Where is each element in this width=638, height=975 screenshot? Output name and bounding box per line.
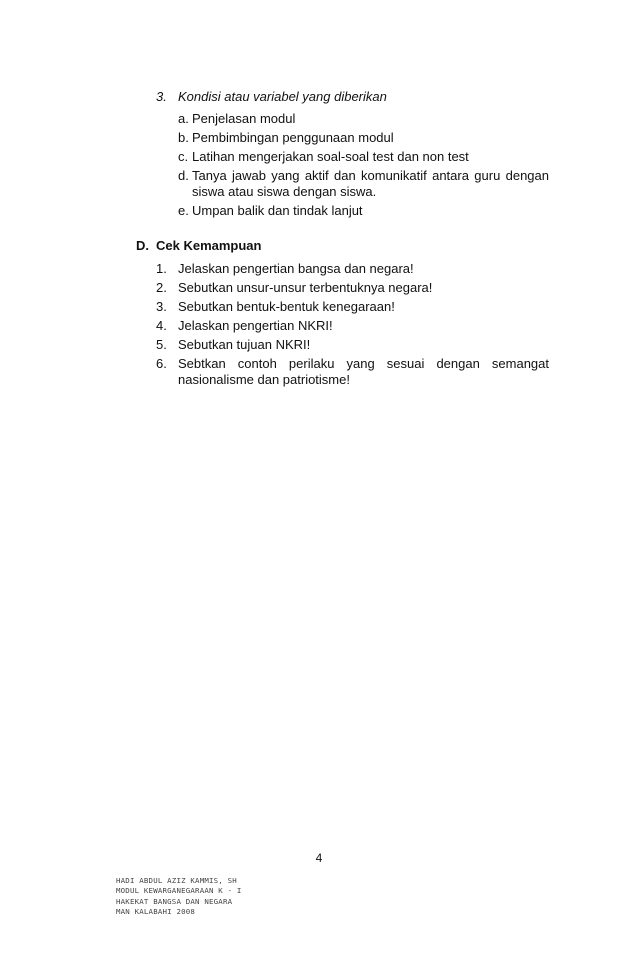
list-number: 2. xyxy=(156,280,167,295)
section-heading: Cek Kemampuan xyxy=(156,238,262,253)
list-number: 4. xyxy=(156,318,167,333)
list-item: Sebutkan unsur-unsur terbentuknya negara! xyxy=(178,280,433,295)
list-letter: e. xyxy=(178,203,189,218)
list-item: Pembimbingan penggunaan modul xyxy=(192,130,394,145)
list-item: Sebutkan bentuk-bentuk kenegaraan! xyxy=(178,299,395,314)
page-number: 4 xyxy=(315,851,323,865)
section-heading: Kondisi atau variabel yang diberikan xyxy=(178,89,387,104)
list-letter: c. xyxy=(178,149,189,164)
list-item-continuation: siswa atau siswa dengan siswa. xyxy=(192,184,377,199)
list-number: 3. xyxy=(156,299,167,314)
list-item: Sebutkan tujuan NKRI! xyxy=(178,337,311,352)
list-item: Jelaskan pengertian bangsa dan negara! xyxy=(178,261,414,276)
section-letter: D. xyxy=(136,238,149,253)
list-item: Tanya jawab yang aktif dan komunikatif antara guru dengan xyxy=(192,168,549,183)
list-letter: d. xyxy=(178,168,189,183)
list-item: Latihan mengerjakan soal-soal test dan non test xyxy=(192,149,469,164)
footer-module: MODUL KEWARGANEGARAAN K - I xyxy=(116,886,242,896)
footer xyxy=(116,876,242,917)
footer-school: MAN KALABAHI 2008 xyxy=(116,906,196,916)
list-number: 5. xyxy=(156,337,167,352)
list-number: 3. xyxy=(156,89,167,104)
list-number: 1. xyxy=(156,261,167,276)
footer-topic: HAKEKAT BANGSA DAN NEGARA xyxy=(116,896,233,906)
list-letter: a. xyxy=(178,111,189,126)
list-item: Sebtkan contoh perilaku yang sesuai dengan semangat xyxy=(178,356,549,371)
list-item-continuation: nasionalisme dan patriotisme! xyxy=(178,372,350,387)
footer-author: HADI ABDUL AZIZ KAMMIS, SH xyxy=(116,876,237,885)
list-number: 6. xyxy=(156,356,167,371)
list-item: Jelaskan pengertian NKRI! xyxy=(178,318,333,333)
list-item: Penjelasan modul xyxy=(192,111,296,126)
list-letter: b. xyxy=(178,130,189,145)
list-item: Umpan balik dan tindak lanjut xyxy=(192,203,363,218)
